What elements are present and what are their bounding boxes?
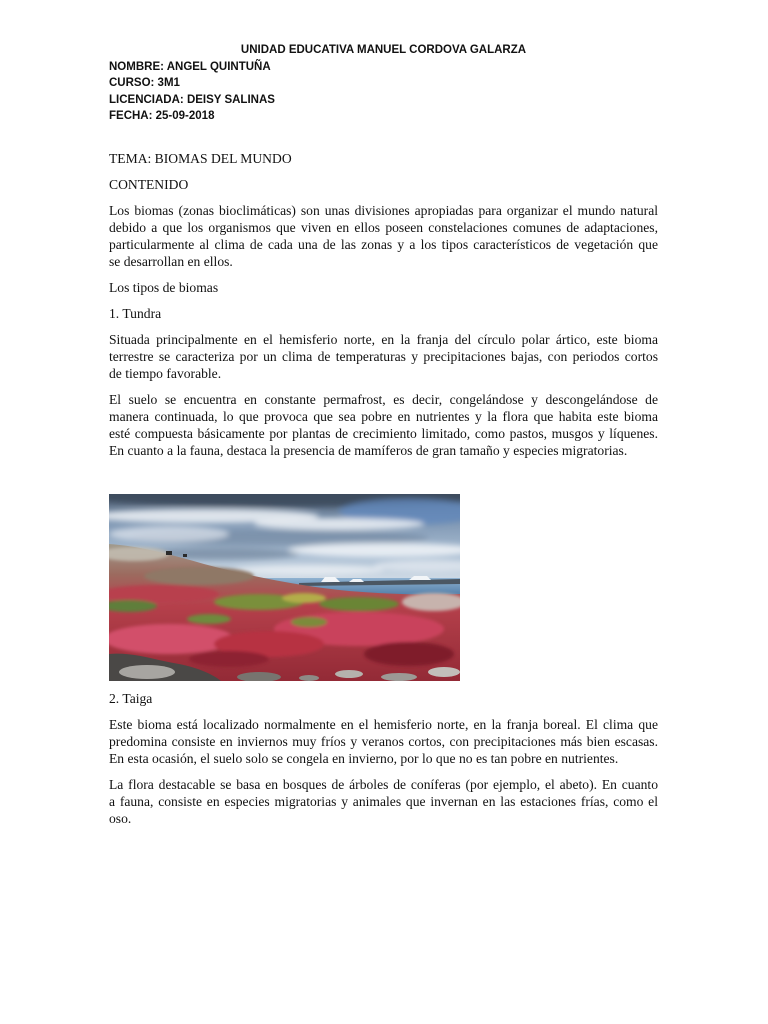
rock [119,665,175,679]
text-line: oso. [109,810,132,826]
cloud [109,526,229,542]
text-line: En esta ocasión, el suelo solo se congela en invierno, por lo que no es tan pobre en nutrientes. [109,750,619,766]
vegetation-patch [364,642,454,666]
text-line: debido a que los organismos que viven en ellos poseen constelaciones comunes de adaptaciones, [109,219,658,235]
vegetation-patch [319,597,399,611]
vegetation-patch [187,614,231,624]
text-line: La flora destacable se basa en bosques de árboles de coníferas (por ejemplo, el abeto). En cuanto [109,776,658,792]
text-line: terrestre se caracteriza por un clima de temperaturas y precipitaciones bajas, con periodos cortos [109,348,658,364]
rock [299,675,319,681]
vegetation-patch [282,593,326,603]
vegetation-patch [144,567,254,585]
text-line: En cuanto a la fauna, destaca la presencia de mamíferos de gran tamaño y especies migratorias. [109,442,628,458]
text-line: esté compuesta básicamente por plantas de crecimiento limitado, como pastos, musgos y líquenes. [109,425,658,441]
intro-paragraph [109,202,658,270]
teacher: LICENCIADA: DEISY SALINAS [109,93,275,106]
paragraph [109,716,658,767]
tundra-landscape-image [109,494,460,681]
vegetation-patch [109,624,234,654]
vegetation-patch [189,651,269,667]
page-content [109,42,658,836]
document-body [109,150,658,827]
course: CURSO: 3M1 [109,77,180,89]
topic-heading: TEMA: BIOMAS DEL MUNDO [109,150,292,166]
text-line: Este bioma está localizado normalmente en el hemisferio norte, en la franja boreal. El clima que [109,716,658,732]
paragraph [109,331,658,382]
text-line: de tiempo favorable. [109,365,222,381]
vegetation-patch [291,617,327,627]
paragraph [109,391,658,459]
rock [335,670,363,678]
contents-heading: CONTENIDO [109,176,189,192]
tundra-photo [109,494,460,681]
text-line: a fauna, consiste en especies migratorias y animales que invernan en las estaciones frías, como el [109,793,658,809]
section-heading-taiga: 2. Taiga [109,690,153,706]
text-line: manera continuada, lo que provoca que sea pobre en nutrientes y la flora que habita este bioma [109,408,658,424]
text-line: El suelo se encuentra en constante permafrost, es decir, congelándose y descongelándose de [109,391,658,407]
school-name: UNIDAD EDUCATIVA MANUEL CORDOVA GALARZA [240,44,527,56]
student-name: NOMBRE: ANGEL QUINTUÑA [109,60,271,73]
text-line: Los biomas (zonas bioclimáticas) son unas divisiones apropiadas para organizar el mundo natural [109,202,658,218]
date: FECHA: 25-09-2018 [109,110,215,122]
hut [166,551,172,555]
paragraph [109,776,658,827]
cloud [234,565,384,575]
rock [428,667,460,677]
section-heading-tundra: 1. Tundra [109,305,162,321]
text-line: se desarrollan en ellos. [109,253,233,269]
text-line: Situada principalmente en el hemisferio norte, en la franja del círculo polar ártico, este bioma [109,331,658,347]
text-line: particularmente al clima de cada una de las zonas y a los tipos característicos de vegetación que [109,236,658,252]
text-line: predomina consiste en inviernos muy fríos y veranos cortos, con precipitaciones más bien escasas. [109,733,658,749]
rock [381,673,417,681]
cloud [254,518,424,530]
document-header [109,42,658,125]
hut [183,554,187,557]
types-heading: Los tipos de biomas [109,279,219,295]
